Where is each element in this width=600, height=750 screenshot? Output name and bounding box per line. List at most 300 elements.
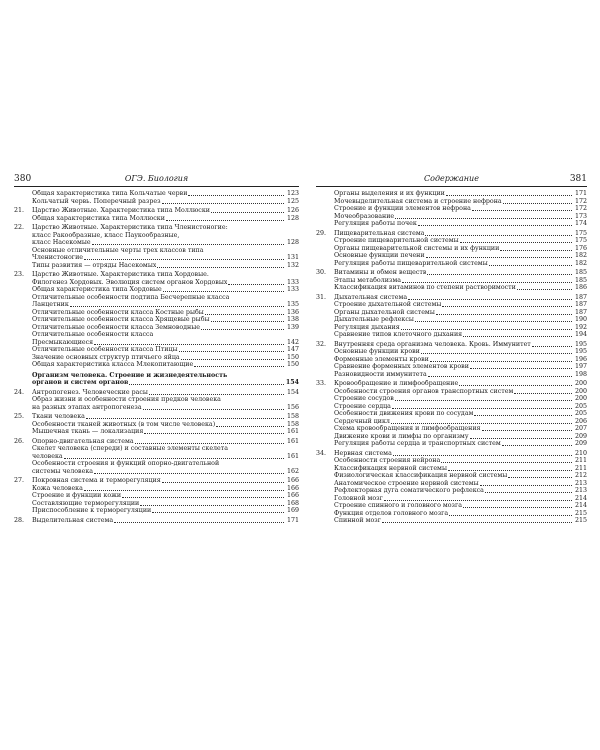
- entry-number: 23.: [14, 271, 25, 278]
- toc-entry: [316, 230, 587, 238]
- toc-entry: [316, 316, 587, 324]
- toc-entry: [14, 247, 299, 255]
- toc-entry: [14, 339, 299, 347]
- entry-page-number: 150: [286, 353, 299, 361]
- entry-title: Строение сердца: [334, 402, 391, 410]
- entry-page-number: 172: [574, 205, 587, 212]
- entry-page-number: 133: [286, 286, 299, 293]
- toc-entry: [14, 379, 299, 387]
- entry-title: Классификация витаминов по степени растворимости: [334, 284, 516, 291]
- toc-entry: [14, 477, 299, 485]
- entry-title: органов и систем органов: [32, 379, 129, 386]
- entry-page-number: 139: [286, 323, 299, 331]
- entry-page-number: 174: [574, 220, 587, 227]
- dot-leader: [144, 433, 284, 434]
- dot-leader: [84, 259, 284, 260]
- entry-title: Спинной мозг: [334, 517, 382, 524]
- dot-leader: [502, 445, 572, 446]
- dot-leader: [152, 512, 284, 513]
- toc-entry: [316, 341, 587, 349]
- entry-page-number: 147: [286, 346, 299, 353]
- dot-leader: [480, 485, 572, 486]
- toc-entry: [316, 425, 587, 433]
- dot-leader: [395, 400, 572, 401]
- entry-page-number: 168: [286, 499, 299, 507]
- dot-leader: [194, 366, 284, 367]
- entry-title: Мышечная ткань — локализация: [32, 428, 144, 435]
- entry-title: Пищеварительная система: [334, 229, 425, 237]
- toc-entry: [316, 487, 587, 495]
- toc-entry: [14, 324, 299, 332]
- entry-page-number: 211: [574, 457, 587, 464]
- entry-page-number: 138: [286, 316, 299, 323]
- dot-leader: [143, 409, 284, 410]
- dot-leader: [140, 505, 284, 506]
- entry-page-number: 194: [574, 331, 587, 338]
- entry-title: Сердечный цикл: [334, 417, 390, 425]
- right-page: [316, 174, 587, 574]
- entry-number: 21.: [14, 207, 25, 214]
- page-header: [316, 174, 587, 187]
- dot-leader: [64, 458, 284, 459]
- dot-leader: [517, 289, 572, 290]
- entry-page-number: 213: [574, 487, 587, 494]
- entry-title: Внутренняя среда организма человека. Кровь. Иммунитет: [334, 340, 531, 348]
- toc-entry: [14, 198, 299, 206]
- entry-page-number: 187: [574, 293, 587, 301]
- toc-entry: [316, 495, 587, 503]
- entry-title: Форменные элементы крови: [334, 355, 429, 363]
- toc-entry: [14, 301, 299, 309]
- toc-entry: [14, 500, 299, 508]
- entry-page-number: 198: [574, 370, 587, 378]
- entry-page-number: 209: [574, 432, 587, 440]
- entry-page-number: 210: [574, 449, 587, 457]
- dot-leader: [463, 336, 572, 337]
- entry-title: Основные отличительные черты трех классов типа: [32, 246, 204, 254]
- dot-leader: [472, 210, 572, 211]
- entry-title: Этапы метаболизма: [334, 276, 401, 284]
- entry-title: Регуляция работы почек: [334, 220, 417, 227]
- dot-leader: [216, 426, 284, 427]
- entry-title: Сравнение форменных элементов крови: [334, 363, 469, 370]
- dot-leader: [408, 299, 572, 300]
- entry-title: Отличительные особенности подтипа Бесчерепные класса: [32, 293, 230, 301]
- dot-leader: [514, 393, 572, 394]
- toc-entry: [316, 213, 587, 221]
- dot-leader: [201, 329, 284, 330]
- entry-title: Особенности строения и функций опорно-двигательной: [32, 460, 220, 467]
- toc-entry: [14, 254, 299, 262]
- toc-entry: [316, 465, 587, 473]
- entry-title: Антропогенез. Человеческие расы: [32, 388, 148, 396]
- entry-title: Филогенез Хордовых. Эволюция систем органов Хордовых: [32, 278, 228, 286]
- entry-title: Покровная система и терморегуляция: [32, 477, 161, 484]
- toc-entry: [316, 363, 587, 371]
- entry-number: 25.: [14, 413, 25, 420]
- entry-title: Кровообращение и лимфообращение: [334, 380, 459, 387]
- toc-entry: [14, 413, 299, 421]
- toc-entry: [14, 239, 299, 247]
- toc-entry: [316, 480, 587, 488]
- toc-entry: [316, 450, 587, 458]
- toc-entry: [14, 372, 299, 380]
- entry-title: Кольчатый червь. Поперечный разрез: [32, 197, 161, 205]
- entry-page-number: 213: [574, 479, 587, 487]
- entry-page-number: 158: [286, 420, 299, 428]
- entry-page-number: 195: [574, 348, 587, 355]
- dot-leader: [428, 376, 572, 377]
- toc-entry: [316, 418, 587, 426]
- entry-title: Классификация нервной системы: [334, 464, 447, 472]
- entry-page-number: 211: [574, 464, 587, 472]
- toc-entry: [316, 237, 587, 245]
- dot-leader: [122, 497, 284, 498]
- toc-entry: [14, 460, 299, 468]
- entry-page-number: 175: [574, 229, 587, 237]
- entry-page-number: 131: [286, 254, 299, 261]
- entry-title: Скелет человека (спереди) и составные элементы скелета: [32, 445, 229, 452]
- dot-leader: [163, 291, 284, 292]
- entry-title: Особенности строения органов транспортных систем: [334, 387, 514, 395]
- entry-page-number: 142: [286, 338, 299, 346]
- entry-title: Органы пищеварительной системы и их функции: [334, 244, 500, 252]
- dot-leader: [382, 522, 572, 523]
- toc-entry: [14, 507, 299, 515]
- entry-title: Строение спинного и головного мозга: [334, 502, 463, 509]
- toc-entry: [14, 492, 299, 500]
- entry-title: Общая характеристика класса Млекопитающие: [32, 361, 194, 368]
- entry-title: Мочевыделительная система и строение нефрона: [334, 197, 502, 205]
- running-title: Содержание: [424, 174, 479, 183]
- entry-page-number: 172: [574, 197, 587, 205]
- entry-number: 27.: [14, 477, 25, 484]
- entry-page-number: 126: [286, 207, 299, 214]
- toc-entry: [14, 396, 299, 404]
- dot-leader: [181, 359, 284, 360]
- entry-page-number: 205: [574, 410, 587, 417]
- dot-leader: [86, 418, 284, 419]
- entry-page-number: 133: [286, 278, 299, 286]
- entry-title: Строение и функции элементов нефрона: [334, 205, 471, 212]
- entry-title: Царство Животные. Характеристика типа Членистоногие:: [32, 224, 228, 231]
- toc-entry: [14, 445, 299, 453]
- toc-list: [316, 190, 587, 525]
- entry-title: Пресмыкающиеся: [32, 338, 94, 346]
- entry-title: Нервная система: [334, 449, 392, 457]
- dot-leader: [166, 220, 284, 221]
- dot-leader: [211, 212, 284, 213]
- entry-title: Головной мозг: [334, 494, 383, 502]
- entry-title: Ткани человека: [32, 413, 85, 420]
- entry-title: Схема кровообращения и лимфообращения: [334, 425, 481, 432]
- entry-title: Отличительные особенности класса Костные рыбы: [32, 308, 204, 316]
- toc-entry: [316, 371, 587, 379]
- dot-leader: [211, 321, 285, 322]
- entry-page-number: 209: [574, 440, 587, 447]
- toc-entry: [316, 502, 587, 510]
- entry-number: 30.: [316, 269, 327, 276]
- dot-leader: [395, 218, 572, 219]
- entry-page-number: 182: [574, 259, 587, 267]
- entry-page-number: 161: [286, 452, 299, 460]
- dot-leader: [162, 482, 284, 483]
- toc-entry: [14, 190, 299, 198]
- dot-leader: [460, 242, 572, 243]
- toc-entry: [14, 262, 299, 270]
- entry-page-number: 200: [574, 387, 587, 395]
- toc-entry: [14, 354, 299, 362]
- entry-title: Органы дыхательной системы: [334, 308, 435, 316]
- toc-entry: [316, 190, 587, 198]
- toc-entry: [14, 286, 299, 294]
- entry-page-number: 205: [574, 402, 587, 410]
- entry-title: Основные функции крови: [334, 348, 420, 355]
- entry-page-number: 186: [574, 284, 587, 291]
- entry-page-number: 166: [286, 484, 299, 492]
- entry-page-number: 162: [286, 467, 299, 475]
- entry-title: Дыхательные рефлексы: [334, 316, 414, 323]
- dot-leader: [448, 470, 572, 471]
- entry-title: Строение пищеварительной системы: [334, 237, 459, 244]
- dot-leader: [418, 225, 572, 226]
- dot-leader: [449, 515, 572, 516]
- toc-entry: [14, 232, 299, 240]
- toc-entry: [316, 277, 587, 285]
- dot-leader: [84, 490, 284, 491]
- toc-entry: [316, 433, 587, 441]
- entry-page-number: 156: [286, 403, 299, 411]
- dot-leader: [436, 314, 572, 315]
- entry-number: 28.: [14, 516, 25, 524]
- dot-leader: [393, 455, 572, 456]
- entry-title: Физиологическая классификация нервной системы: [334, 472, 508, 479]
- dot-leader: [532, 346, 572, 347]
- entry-title: Организм человека. Строение и жизнедеятельность: [32, 371, 228, 379]
- toc-entry: [14, 346, 299, 354]
- entry-title: класс Ракообразные, класс Паукообразные,: [32, 231, 180, 239]
- toc-entry: [14, 404, 299, 412]
- entry-page-number: 214: [574, 494, 587, 502]
- toc-list: [14, 190, 299, 524]
- entry-title: Опорно-двигательная система: [32, 437, 134, 445]
- toc-entry: [316, 252, 587, 260]
- entry-number: 34.: [316, 449, 327, 457]
- dot-leader: [500, 250, 572, 251]
- entry-page-number: 206: [574, 417, 587, 425]
- dot-leader: [482, 430, 573, 431]
- toc-entry: [14, 279, 299, 287]
- toc-entry: [14, 421, 299, 429]
- entry-page-number: 182: [574, 252, 587, 259]
- entry-page-number: 166: [286, 492, 299, 499]
- entry-page-number: 135: [286, 301, 299, 308]
- dot-leader: [485, 492, 572, 493]
- entry-title: Мочеобразование: [334, 212, 395, 220]
- dot-leader: [508, 477, 572, 478]
- entry-title: Анатомическое строение нервной системы: [334, 479, 479, 487]
- toc-entry: [316, 309, 587, 317]
- entry-title: Рефлекторная дуга соматического рефлекса: [334, 487, 484, 494]
- entry-number: 32.: [316, 340, 327, 348]
- dot-leader: [135, 443, 284, 444]
- page-number: 381: [569, 174, 587, 184]
- dot-leader: [421, 353, 572, 354]
- dot-leader: [442, 306, 572, 307]
- dot-leader: [94, 473, 284, 474]
- entry-title: Органы выделения и их функции: [334, 190, 445, 197]
- entry-title: Функция отделов головного мозга: [334, 509, 449, 517]
- toc-entry: [316, 380, 587, 388]
- entry-page-number: 173: [574, 212, 587, 220]
- dot-leader: [188, 195, 284, 196]
- entry-title: Разновидности иммунитета: [334, 370, 427, 378]
- entry-page-number: 123: [286, 190, 299, 197]
- entry-title: Ланцетник: [32, 301, 69, 308]
- entry-title: Типы развития — отряды Насекомых: [32, 261, 157, 269]
- dot-leader: [470, 438, 572, 439]
- toc-entry: [316, 356, 587, 364]
- entry-page-number: 154: [286, 388, 299, 396]
- toc-entry: [316, 410, 587, 418]
- dot-leader: [157, 267, 284, 268]
- entry-page-number: 125: [286, 197, 299, 205]
- dot-leader: [129, 384, 284, 385]
- entry-title: Движение крови и лимфы по организму: [334, 432, 469, 440]
- toc-entry: [14, 316, 299, 324]
- dot-leader: [430, 361, 572, 362]
- toc-entry: [316, 331, 587, 339]
- toc-entry: [14, 389, 299, 397]
- entry-title: Приспособление к терморегуляции: [32, 507, 152, 514]
- entry-title: Дыхательная система: [334, 293, 408, 301]
- toc-entry: [316, 388, 587, 396]
- entry-page-number: 161: [286, 437, 299, 445]
- entry-page-number: 195: [574, 340, 587, 348]
- entry-title: Строение сосудов: [334, 395, 394, 402]
- entry-page-number: 215: [574, 517, 587, 524]
- entry-title: Регуляция дыхания: [334, 323, 400, 331]
- dot-leader: [228, 284, 284, 285]
- toc-entry: [316, 301, 587, 309]
- toc-entry: [316, 220, 587, 228]
- toc-entry: [316, 324, 587, 332]
- toc-entry: [316, 269, 587, 277]
- toc-entry: [14, 207, 299, 215]
- entry-title: Особенности тканей животных (в том числе человека): [32, 420, 216, 428]
- toc-entry: [316, 440, 587, 448]
- toc-entry: [316, 472, 587, 480]
- entry-title: Общая характеристика типа Хордовые: [32, 286, 162, 293]
- dot-leader: [384, 500, 572, 501]
- entry-page-number: 185: [574, 269, 587, 276]
- entry-page-number: 128: [286, 239, 299, 246]
- entry-title: Регуляция работы сердца и транспортных систем: [334, 440, 501, 447]
- toc-entry: [14, 224, 299, 232]
- dot-leader: [205, 314, 284, 315]
- toc-entry: [316, 245, 587, 253]
- entry-page-number: 187: [574, 301, 587, 308]
- dot-leader: [179, 351, 284, 352]
- entry-page-number: 136: [286, 308, 299, 316]
- entry-page-number: 185: [574, 276, 587, 284]
- dot-leader: [92, 244, 284, 245]
- entry-page-number: 171: [286, 516, 299, 524]
- entry-title: системы человека: [32, 467, 94, 475]
- dot-leader: [425, 235, 572, 236]
- entry-title: Образ жизни и особенности строения предков человека: [32, 396, 221, 403]
- toc-entry: [316, 403, 587, 411]
- entry-title: Царство Животные. Характеристика типа Моллюски: [32, 207, 210, 214]
- entry-title: Царство Животные. Характеристика типа Хордовые.: [32, 271, 209, 278]
- toc-entry: [14, 438, 299, 446]
- toc-entry: [14, 428, 299, 436]
- entry-title: Членистоногие: [32, 254, 83, 261]
- toc-entry: [14, 361, 299, 369]
- entry-title: Витамины и обмен веществ: [334, 269, 427, 276]
- entry-title: Регуляция работы пищеварительной системы: [334, 259, 488, 267]
- entry-page-number: 212: [574, 472, 587, 479]
- entry-title: человека: [32, 452, 63, 460]
- entry-number: 26.: [14, 437, 25, 445]
- toc-entry: [14, 453, 299, 461]
- entry-page-number: 150: [286, 361, 299, 368]
- entry-title: Выделительная система: [32, 516, 114, 524]
- left-page: [14, 174, 299, 574]
- entry-title: Значение основных структур птичьего яйца: [32, 353, 180, 361]
- dot-leader: [459, 385, 572, 386]
- toc-entry: [14, 517, 299, 525]
- dot-leader: [149, 394, 284, 395]
- dot-leader: [94, 344, 284, 345]
- dot-leader: [474, 415, 572, 416]
- dot-leader: [446, 195, 572, 196]
- entry-title: Сравнение типов клеточного дыхания: [334, 331, 463, 338]
- entry-page-number: 171: [574, 190, 587, 197]
- toc-entry: [14, 331, 299, 339]
- toc-entry: [316, 510, 587, 518]
- dot-leader: [114, 522, 284, 523]
- entry-page-number: 192: [574, 323, 587, 331]
- entry-page-number: 128: [286, 214, 299, 222]
- entry-number: 33.: [316, 380, 327, 387]
- toc-entry: [316, 284, 587, 292]
- entry-title: Строение и функции кожи: [32, 492, 122, 499]
- entry-number: 24.: [14, 388, 25, 396]
- entry-title: Особенности движения крови по сосудам: [334, 410, 474, 417]
- entry-title: Отличительные особенности класса Земноводные: [32, 323, 200, 331]
- toc-entry: [14, 271, 299, 279]
- entry-number: 31.: [316, 293, 327, 301]
- entry-page-number: 197: [574, 363, 587, 370]
- toc-entry: [14, 215, 299, 223]
- running-title: ОГЭ. Биология: [124, 174, 189, 183]
- toc-entry: [316, 395, 587, 403]
- entry-page-number: 200: [574, 380, 587, 387]
- toc-entry: [316, 294, 587, 302]
- dot-leader: [441, 462, 572, 463]
- toc-entry: [316, 198, 587, 206]
- toc-entry: [14, 485, 299, 493]
- entry-title: Особенности строения нейрона: [334, 457, 441, 464]
- entry-number: 29.: [316, 229, 327, 237]
- dot-leader: [489, 265, 572, 266]
- entry-page-number: 169: [286, 507, 299, 514]
- dot-leader: [391, 423, 572, 424]
- entry-page-number: 166: [286, 477, 299, 484]
- toc-entry: [14, 468, 299, 476]
- entry-title: Кожа человека: [32, 484, 83, 492]
